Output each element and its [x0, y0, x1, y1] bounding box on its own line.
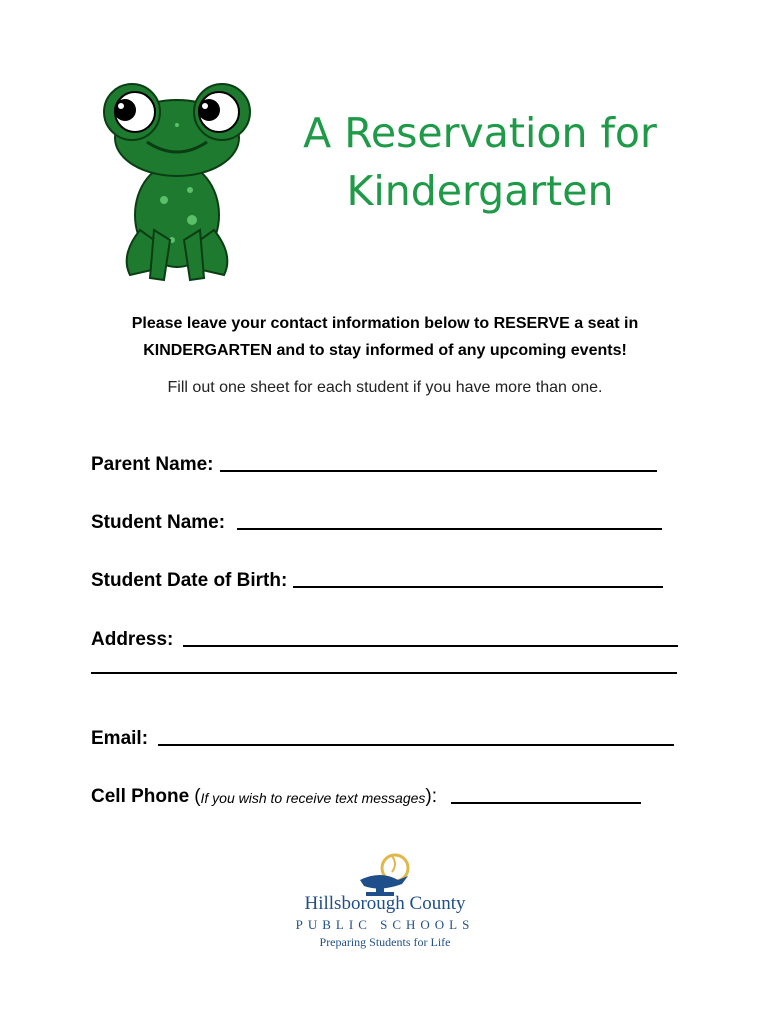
email-label: Email:: [91, 728, 149, 749]
cell-phone-open-paren: (: [194, 786, 201, 807]
title-line-2: Kindergarten: [346, 167, 614, 215]
cell-phone-label: Cell Phone: [91, 786, 190, 807]
address-line-2-field[interactable]: [91, 672, 677, 678]
cell-phone-close-paren: ):: [425, 786, 437, 807]
student-name-field[interactable]: [91, 512, 662, 534]
logo-name: Hillsborough County: [304, 893, 466, 914]
student-dob-label: Student Date of Birth:: [91, 570, 288, 591]
student-name-label: Student Name:: [91, 512, 226, 533]
logo-tagline: Preparing Students for Life: [319, 935, 451, 949]
page-title: [270, 104, 690, 220]
student-dob-line[interactable]: [293, 586, 663, 588]
cell-phone-field[interactable]: [91, 786, 641, 808]
address-line-2[interactable]: [91, 672, 677, 674]
instruction-note: Fill out one sheet for each student if you have more than one.: [167, 379, 603, 396]
logo-subtitle: PUBLIC SCHOOLS: [295, 917, 475, 932]
cell-phone-line[interactable]: [451, 802, 641, 804]
email-field[interactable]: [91, 728, 674, 750]
frog-illustration: [92, 80, 262, 285]
title-line-1: A Reservation for: [303, 109, 657, 157]
address-label: Address:: [91, 629, 174, 650]
cell-phone-hint: If you wish to receive text messages: [200, 790, 426, 806]
student-dob-field[interactable]: [91, 570, 663, 592]
intro-line-1: Please leave your contact information below to RESERVE a seat in: [131, 315, 639, 332]
email-line[interactable]: [158, 744, 674, 746]
address-line-1[interactable]: [183, 645, 678, 647]
parent-name-field[interactable]: [91, 454, 657, 476]
parent-name-label: Parent Name:: [91, 454, 214, 475]
intro-line-2: KINDERGARTEN and to stay informed of any upcoming events!: [143, 342, 627, 359]
student-name-line[interactable]: [237, 528, 662, 530]
intro-text: [60, 310, 710, 364]
parent-name-line[interactable]: [220, 470, 657, 472]
address-field[interactable]: [91, 629, 678, 651]
